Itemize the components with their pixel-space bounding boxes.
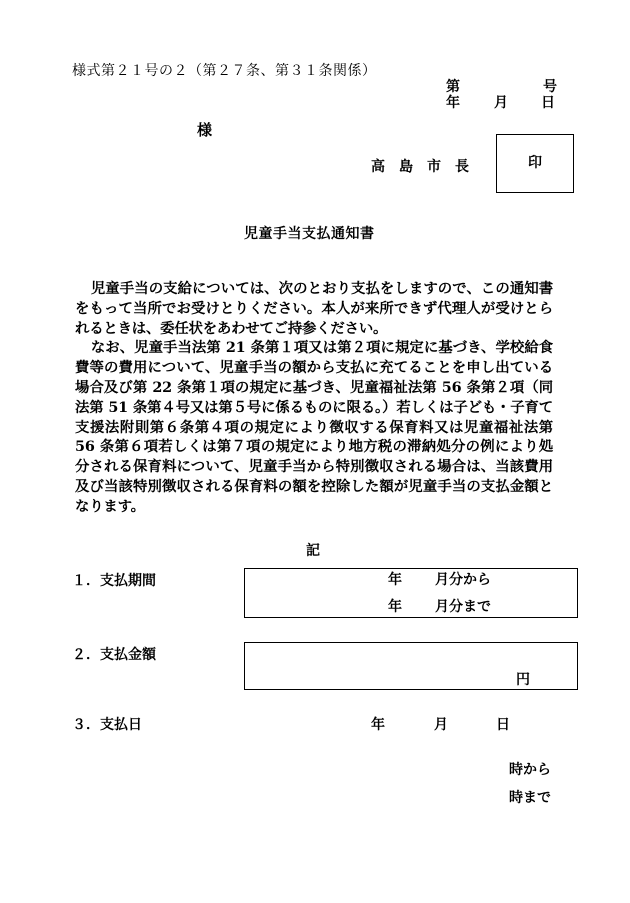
notice-body [75, 279, 553, 517]
period-to-year: 年 [388, 599, 402, 615]
payment-time-to: 時まで [509, 790, 551, 806]
payment-date-month: 月 [434, 717, 448, 733]
payment-date-year: 年 [371, 717, 385, 733]
payment-period-box [244, 568, 578, 618]
notice-number-suffix: 号 [543, 79, 557, 95]
body-paragraph-2: なお、児童手当法第 21 条第１項又は第２項に規定に基づき、学校給食費等の費用について、児童手当の額から支払に充てることを申し出ている場合及び第 22 条第１項の規定に基づき、児童福祉法第 56 条第２項（同法第 51 条第４号又は第５号に係るものに限る。）若しくは子ども・子育て支援法附則第６条第４項の規定により徴収する保育料又は児童福祉法第 56 条第６項若しくは第７項の規定により地方税の滞納処分の例により処分される保育料について、児童手当から特別徴収される場合は、当該費用及び当該特別徴収される保育料の額を控除した額が児童手当の支払金額となります。 [75, 339, 553, 515]
amount-yen-unit: 円 [516, 672, 530, 688]
issue-date-month: 月 [494, 95, 508, 111]
period-from-year: 年 [388, 572, 402, 588]
sender-mayor: 高島市長 [371, 159, 483, 175]
body-paragraph-1: 児童手当の支給については、次のとおり支払をしますので、この通知書をもって当所でお受けとりください。本人が来所できず代理人が受けとられるときは、委任状をあわせてご持参ください。 [75, 280, 553, 337]
seal-mark: 印 [528, 155, 542, 171]
issue-date-year: 年 [446, 95, 460, 111]
form-number-label: 様式第２１号の２（第２７条、第３１条関係） [72, 63, 377, 79]
payment-period-label: １．支払期間 [72, 573, 156, 589]
document-title: 児童手当支払通知書 [244, 226, 375, 242]
payment-amount-label: ２．支払金額 [72, 647, 156, 663]
payment-time-from: 時から [509, 762, 551, 778]
payment-date-day: 日 [496, 717, 510, 733]
issue-date-day: 日 [541, 95, 555, 111]
notice-number-prefix: 第 [446, 79, 460, 95]
seal-box [496, 134, 574, 193]
payment-amount-box [244, 642, 578, 690]
payment-date-label: ３．支払日 [72, 717, 142, 733]
period-to-month: 月分まで [435, 599, 491, 615]
addressee-honorific: 様 [197, 121, 213, 139]
period-from-month: 月分から [435, 572, 491, 588]
ki-heading: 記 [306, 543, 320, 559]
